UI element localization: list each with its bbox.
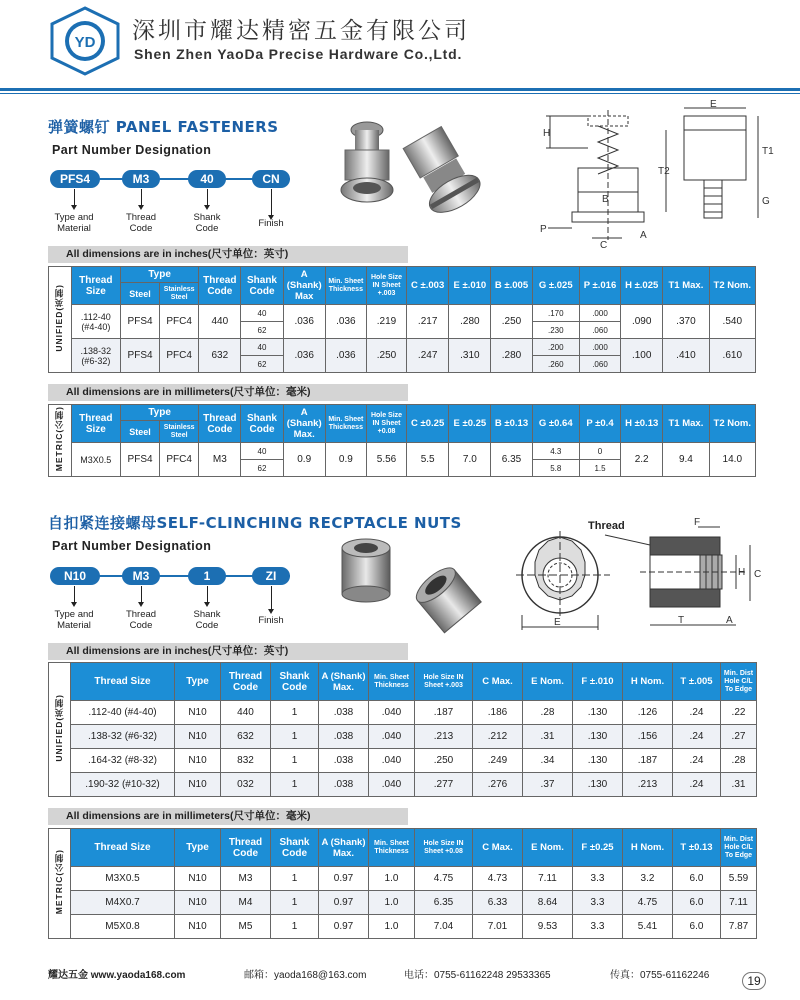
side-label-text: UNIFIED(英制) xyxy=(54,284,65,352)
cell-f: .130 xyxy=(573,773,623,797)
label-line: Thread xyxy=(125,609,157,620)
th-c: C Max. xyxy=(473,663,523,701)
th-steel: Steel xyxy=(121,421,160,443)
size-line: .138-32 xyxy=(80,345,112,356)
th-hole-size: Hole Size IN Sheet +0.08 xyxy=(366,405,406,443)
cell-stainless: PFC4 xyxy=(160,339,199,373)
arrow xyxy=(141,586,142,603)
cell-min: .036 xyxy=(325,305,366,339)
cell-t: 6.0 xyxy=(673,891,721,915)
arrow xyxy=(207,586,208,603)
arrow xyxy=(271,189,272,216)
cell-hole: .213 xyxy=(415,725,473,749)
side-label xyxy=(49,267,72,373)
cell-dist: .28 xyxy=(721,749,757,773)
th-b: B ±0.13 xyxy=(491,405,532,443)
side-label-text: METRIC(公制) xyxy=(54,406,65,472)
cell-e: .28 xyxy=(523,701,573,725)
cell-h: 4.75 xyxy=(623,891,673,915)
cell-p: .060 xyxy=(579,356,620,373)
panel-fastener-inch-table xyxy=(48,266,756,373)
cell-type: N10 xyxy=(175,773,221,797)
cell-a: .038 xyxy=(319,701,369,725)
th-g: G ±0.64 xyxy=(532,405,579,443)
cell-f: .130 xyxy=(573,701,623,725)
cell-f: 3.3 xyxy=(573,867,623,891)
label-line: Code xyxy=(129,620,153,631)
th-e: E Nom. xyxy=(523,829,573,867)
th-c: C Max. xyxy=(473,829,523,867)
cell-thread-code: 632 xyxy=(221,725,271,749)
th-dist: Min. Dist Hole C/L To Edge xyxy=(721,663,757,701)
cell-a: .036 xyxy=(283,305,325,339)
cell-p: 0 xyxy=(579,443,620,460)
code-type: N10 xyxy=(50,567,100,585)
cell-min: 1.0 xyxy=(369,915,415,939)
cell-g: .200 xyxy=(532,339,579,356)
cell-dist: .31 xyxy=(721,773,757,797)
code-type: PFS4 xyxy=(50,170,100,188)
cell-thread-code: M3 xyxy=(199,443,241,477)
cell-h: 3.2 xyxy=(623,867,673,891)
cell-g: .230 xyxy=(532,322,579,339)
header-divider-thin xyxy=(0,93,800,94)
cell-hole: .250 xyxy=(415,749,473,773)
cell-t: .24 xyxy=(673,701,721,725)
cell-shank: 1 xyxy=(271,773,319,797)
code-shank: 40 xyxy=(188,170,226,188)
arrow xyxy=(74,586,75,603)
cell-size xyxy=(71,305,120,339)
cell-type: N10 xyxy=(175,891,221,915)
cell-e: 9.53 xyxy=(523,915,573,939)
th-type: Type xyxy=(121,405,199,421)
cell-size: M4X0.7 xyxy=(71,891,175,915)
cell-type: N10 xyxy=(175,701,221,725)
section2-pnd-label: Part Number Designation xyxy=(52,539,212,553)
cell-size: M3X0.5 xyxy=(71,867,175,891)
cell-shank: 1 xyxy=(271,915,319,939)
code-finish: ZI xyxy=(252,567,290,585)
cell-g: .260 xyxy=(532,356,579,373)
clinching-nut-photo xyxy=(330,530,490,635)
code-thread: M3 xyxy=(122,170,160,188)
cell-g: 4.3 xyxy=(532,443,579,460)
cell-p: .060 xyxy=(579,322,620,339)
cell-steel: PFS4 xyxy=(121,339,160,373)
cell-a: .038 xyxy=(319,749,369,773)
th-e: E ±0.25 xyxy=(449,405,491,443)
cell-shank: 62 xyxy=(241,460,283,477)
cell-size: .190-32 (#10-32) xyxy=(71,773,175,797)
label-finish: Finish xyxy=(258,615,284,626)
label-line: Shank xyxy=(193,609,221,620)
dim-thread: Thread xyxy=(588,520,625,532)
cell-min: .040 xyxy=(369,701,415,725)
arrow xyxy=(141,189,142,206)
th-stainless: Stainless Steel xyxy=(160,283,199,305)
section1-pnd-label: Part Number Designation xyxy=(52,143,212,157)
cell-dist: 5.59 xyxy=(721,867,757,891)
cell-stainless: PFC4 xyxy=(160,443,199,477)
arrow xyxy=(271,586,272,610)
dim-a: A xyxy=(640,230,647,241)
th-e: E Nom. xyxy=(523,663,573,701)
label-finish: Finish xyxy=(258,218,284,229)
cell-shank: 1 xyxy=(271,867,319,891)
cell-shank: 62 xyxy=(241,322,283,339)
th-b: B ±.005 xyxy=(491,267,532,305)
code-thread: M3 xyxy=(122,567,160,585)
cell-dist: 7.11 xyxy=(721,891,757,915)
cell-size xyxy=(71,339,120,373)
footer-company: 耀达五金 www.yaoda168.com xyxy=(48,970,186,981)
cell-hole: 5.56 xyxy=(366,443,406,477)
th-g: G ±.025 xyxy=(532,267,579,305)
th-thread-size: Thread Size xyxy=(71,663,175,701)
cell-g: 5.8 xyxy=(532,460,579,477)
th-thread-size: Thread Size xyxy=(71,405,120,443)
th-hole-size: Hole Size IN Sheet +0.08 xyxy=(415,829,473,867)
cell-c: 7.01 xyxy=(473,915,523,939)
dim-g: G xyxy=(762,196,770,207)
cell-c: .276 xyxy=(473,773,523,797)
cell-t: 6.0 xyxy=(673,915,721,939)
cell-b: .250 xyxy=(491,305,532,339)
th-thread-code: Thread Code xyxy=(221,663,271,701)
cell-c: .186 xyxy=(473,701,523,725)
th-thread-code: Thread Code xyxy=(199,267,241,305)
cell-h: 5.41 xyxy=(623,915,673,939)
th-c: C ±.003 xyxy=(407,267,449,305)
cell-c: .212 xyxy=(473,725,523,749)
cell-h: .213 xyxy=(623,773,673,797)
cell-t: .24 xyxy=(673,773,721,797)
cell-size: M5X0.8 xyxy=(71,915,175,939)
cell-stainless: PFC4 xyxy=(160,305,199,339)
dim-b: B xyxy=(602,194,609,205)
cell-min: 1.0 xyxy=(369,867,415,891)
cell-a: 0.9 xyxy=(283,443,325,477)
th-c: C ±0.25 xyxy=(407,405,449,443)
th-t1: T1 Max. xyxy=(663,267,709,305)
dim-e: E xyxy=(710,100,717,110)
cell-size: .164-32 (#8-32) xyxy=(71,749,175,773)
cell-shank: 40 xyxy=(241,305,283,322)
cell-hole: .187 xyxy=(415,701,473,725)
section2-inch-caption: All dimensions are in inches(尺寸单位：英寸) xyxy=(48,643,408,660)
th-shank-code: Shank Code xyxy=(241,267,283,305)
th-f: F ±0.25 xyxy=(573,829,623,867)
label-line: Code xyxy=(195,620,219,631)
code-shank: 1 xyxy=(188,567,226,585)
arrow xyxy=(74,189,75,206)
th-t2: T2 Nom. xyxy=(709,405,755,443)
cell-e: 8.64 xyxy=(523,891,573,915)
cell-size: M3X0.5 xyxy=(71,443,120,477)
dim-t2: T2 xyxy=(658,166,670,177)
cell-dist: .27 xyxy=(721,725,757,749)
th-dist: Min. Dist Hole C/L To Edge xyxy=(721,829,757,867)
cell-size: .112-40 (#4-40) xyxy=(71,701,175,725)
th-e: E ±.010 xyxy=(449,267,491,305)
side-label xyxy=(49,663,71,797)
dim-a: A xyxy=(726,615,733,626)
cell-e: .280 xyxy=(449,305,491,339)
cell-c: .247 xyxy=(407,339,449,373)
th-stainless: Stainless Steel xyxy=(160,421,199,443)
cell-type: N10 xyxy=(175,867,221,891)
th-h: H Nom. xyxy=(623,829,673,867)
cell-t: .24 xyxy=(673,749,721,773)
cell-type: N10 xyxy=(175,749,221,773)
th-type: Type xyxy=(175,829,221,867)
side-label xyxy=(49,405,72,477)
cell-a: .038 xyxy=(319,725,369,749)
code-finish: CN xyxy=(252,170,290,188)
section1-mm-caption: All dimensions are in millimeters(尺寸单位：毫米) xyxy=(48,384,408,401)
cell-dist: 7.87 xyxy=(721,915,757,939)
side-label xyxy=(49,829,71,939)
label-line: Type and xyxy=(54,212,94,223)
cell-thread-code: 032 xyxy=(221,773,271,797)
cell-p: .000 xyxy=(579,305,620,322)
company-name-cn: 深圳市耀达精密五金有限公司 xyxy=(132,18,470,44)
th-hole-size: Hole Size IN Sheet +.003 xyxy=(366,267,406,305)
label-thread-code xyxy=(111,212,171,234)
label-type-material xyxy=(44,212,104,234)
th-t1: T1 Max. xyxy=(663,405,709,443)
dim-t: T xyxy=(678,615,685,626)
cell-e: .31 xyxy=(523,725,573,749)
dim-h: H xyxy=(543,128,551,139)
cell-thread-code: 832 xyxy=(221,749,271,773)
cell-a: .036 xyxy=(283,339,325,373)
label-type-material xyxy=(44,609,104,631)
cell-a: .038 xyxy=(319,773,369,797)
cell-c: .217 xyxy=(407,305,449,339)
section2-mm-caption: All dimensions are in millimeters(尺寸单位：毫米) xyxy=(48,808,408,825)
nut-mm-table xyxy=(48,828,757,939)
th-min-sheet: Min. Sheet Thickness xyxy=(369,663,415,701)
cell-hole: .219 xyxy=(366,305,406,339)
cell-h: .187 xyxy=(623,749,673,773)
cell-shank: 1 xyxy=(271,701,319,725)
label-line: Shank xyxy=(193,212,221,223)
size-line: (#6-32) xyxy=(81,355,111,366)
cell-steel: PFS4 xyxy=(121,443,160,477)
cell-hole: .277 xyxy=(415,773,473,797)
cell-b: .280 xyxy=(491,339,532,373)
th-thread-size: Thread Size xyxy=(71,829,175,867)
label-line: Code xyxy=(129,223,153,234)
cell-p: .000 xyxy=(579,339,620,356)
th-shank-code: Shank Code xyxy=(241,405,283,443)
panel-fastener-mm-table xyxy=(48,404,756,477)
side-label-text: METRIC(公制) xyxy=(54,849,64,915)
th-min-sheet: Min. Sheet Thickness xyxy=(325,405,366,443)
size-line: .112-40 xyxy=(80,311,111,322)
cell-type: N10 xyxy=(175,915,221,939)
cell-steel: PFS4 xyxy=(121,305,160,339)
th-a: A (Shank) Max. xyxy=(319,829,369,867)
cell-c: 6.33 xyxy=(473,891,523,915)
cell-shank: 40 xyxy=(241,443,283,460)
cell-c: .249 xyxy=(473,749,523,773)
cell-min: .036 xyxy=(325,339,366,373)
th-shank-code: Shank Code xyxy=(271,829,319,867)
cell-f: .130 xyxy=(573,749,623,773)
cell-t: .24 xyxy=(673,725,721,749)
th-a: A (Shank) Max. xyxy=(283,405,325,443)
cell-hole: 7.04 xyxy=(415,915,473,939)
cell-t1: .370 xyxy=(663,305,709,339)
dim-c: C xyxy=(600,240,608,250)
arrow xyxy=(207,189,208,206)
cell-shank: 62 xyxy=(241,356,283,373)
label-shank-code xyxy=(177,609,237,631)
cell-thread-code: M3 xyxy=(221,867,271,891)
cell-t2: .540 xyxy=(709,305,755,339)
cell-h: .126 xyxy=(623,701,673,725)
page-number: 19 xyxy=(742,972,766,990)
cell-e: .34 xyxy=(523,749,573,773)
cell-hole: .250 xyxy=(366,339,406,373)
section1-title: 弹簧螺钉 PANEL FASTENERS xyxy=(48,118,279,136)
cell-t1: 9.4 xyxy=(663,443,709,477)
cell-a: 0.97 xyxy=(319,891,369,915)
cell-p: 1.5 xyxy=(579,460,620,477)
th-h: H Nom. xyxy=(623,663,673,701)
label-line: Code xyxy=(195,223,219,234)
cell-type: N10 xyxy=(175,725,221,749)
footer-email: 邮箱：yaoda168@163.com xyxy=(244,970,367,981)
th-shank-code: Shank Code xyxy=(271,663,319,701)
cell-min: .040 xyxy=(369,773,415,797)
dim-h: H xyxy=(738,567,746,578)
th-p: P ±.016 xyxy=(579,267,620,305)
cell-c: 4.73 xyxy=(473,867,523,891)
panel-fastener-photo xyxy=(325,100,520,235)
th-thread-code: Thread Code xyxy=(221,829,271,867)
th-hole-size: Hole Size IN Sheet +.003 xyxy=(415,663,473,701)
cell-min: .040 xyxy=(369,749,415,773)
nut-inch-table xyxy=(48,662,757,797)
cell-t2: 14.0 xyxy=(709,443,755,477)
footer-phone: 电话：0755-61162248 29533365 xyxy=(404,970,551,981)
size-line: (#4-40) xyxy=(81,321,111,332)
header-divider xyxy=(0,88,800,91)
label-thread-code xyxy=(111,609,171,631)
cell-e: .37 xyxy=(523,773,573,797)
clinching-nut-drawing xyxy=(510,515,790,640)
cell-c: 5.5 xyxy=(407,443,449,477)
th-t: T ±.005 xyxy=(673,663,721,701)
cell-thread-code: M4 xyxy=(221,891,271,915)
cell-h: .090 xyxy=(621,305,663,339)
cell-min: 1.0 xyxy=(369,891,415,915)
company-logo xyxy=(48,6,122,76)
cell-min: 0.9 xyxy=(325,443,366,477)
th-thread-code: Thread Code xyxy=(199,405,241,443)
cell-t2: .610 xyxy=(709,339,755,373)
cell-f: 3.3 xyxy=(573,891,623,915)
cell-thread-code: 440 xyxy=(221,701,271,725)
th-type: Type xyxy=(121,267,199,283)
side-label-text: UNIFIED(英制) xyxy=(54,694,64,762)
th-a: A (Shank) Max xyxy=(283,267,325,305)
dim-e: E xyxy=(554,617,561,628)
cell-thread-code: M5 xyxy=(221,915,271,939)
cell-shank: 1 xyxy=(271,891,319,915)
cell-thread-code: 632 xyxy=(199,339,241,373)
cell-min: .040 xyxy=(369,725,415,749)
section2-title: 自扣紧连接螺母SELF-CLINCHING RECPTACLE NUTS xyxy=(48,514,462,532)
dim-t1: T1 xyxy=(762,146,774,157)
th-t2: T2 Nom. xyxy=(709,267,755,305)
label-shank-code xyxy=(177,212,237,234)
cell-g: .170 xyxy=(532,305,579,322)
cell-thread-code: 440 xyxy=(199,305,241,339)
cell-hole: 4.75 xyxy=(415,867,473,891)
cell-a: 0.97 xyxy=(319,867,369,891)
th-p: P ±0.4 xyxy=(579,405,620,443)
cell-b: 6.35 xyxy=(491,443,532,477)
label-line: Material xyxy=(57,223,91,234)
company-name-en: Shen Zhen YaoDa Precise Hardware Co.,Ltd. xyxy=(134,46,463,62)
th-t: T ±0.13 xyxy=(673,829,721,867)
cell-e: .310 xyxy=(449,339,491,373)
dim-c: C xyxy=(754,569,762,580)
cell-dist: .22 xyxy=(721,701,757,725)
th-f: F ±.010 xyxy=(573,663,623,701)
cell-shank: 1 xyxy=(271,749,319,773)
logo-text: YD xyxy=(74,34,96,51)
cell-f: .130 xyxy=(573,725,623,749)
th-a: A (Shank) Max. xyxy=(319,663,369,701)
label-line: Type and xyxy=(54,609,94,620)
label-line: Material xyxy=(57,620,91,631)
dim-p: P xyxy=(540,224,547,235)
cell-shank: 40 xyxy=(241,339,283,356)
th-min-sheet: Min. Sheet Thickness xyxy=(369,829,415,867)
cell-e: 7.0 xyxy=(449,443,491,477)
cell-h: 2.2 xyxy=(621,443,663,477)
dim-f: F xyxy=(694,517,701,528)
cell-h: .100 xyxy=(621,339,663,373)
cell-hole: 6.35 xyxy=(415,891,473,915)
cell-e: 7.11 xyxy=(523,867,573,891)
th-thread-size: Thread Size xyxy=(71,267,120,305)
th-h: H ±.025 xyxy=(621,267,663,305)
th-steel: Steel xyxy=(121,283,160,305)
cell-h: .156 xyxy=(623,725,673,749)
th-min-sheet: Min. Sheet Thickness xyxy=(325,267,366,305)
footer-fax: 传真：0755-61162246 xyxy=(610,970,710,981)
cell-f: 3.3 xyxy=(573,915,623,939)
cell-t1: .410 xyxy=(663,339,709,373)
panel-fastener-drawing xyxy=(536,100,786,250)
cell-size: .138-32 (#6-32) xyxy=(71,725,175,749)
section1-inch-caption: All dimensions are in inches(尺寸单位：英寸) xyxy=(48,246,408,263)
label-line: Thread xyxy=(125,212,157,223)
th-h: H ±0.13 xyxy=(621,405,663,443)
cell-shank: 1 xyxy=(271,725,319,749)
cell-t: 6.0 xyxy=(673,867,721,891)
cell-a: 0.97 xyxy=(319,915,369,939)
th-type: Type xyxy=(175,663,221,701)
